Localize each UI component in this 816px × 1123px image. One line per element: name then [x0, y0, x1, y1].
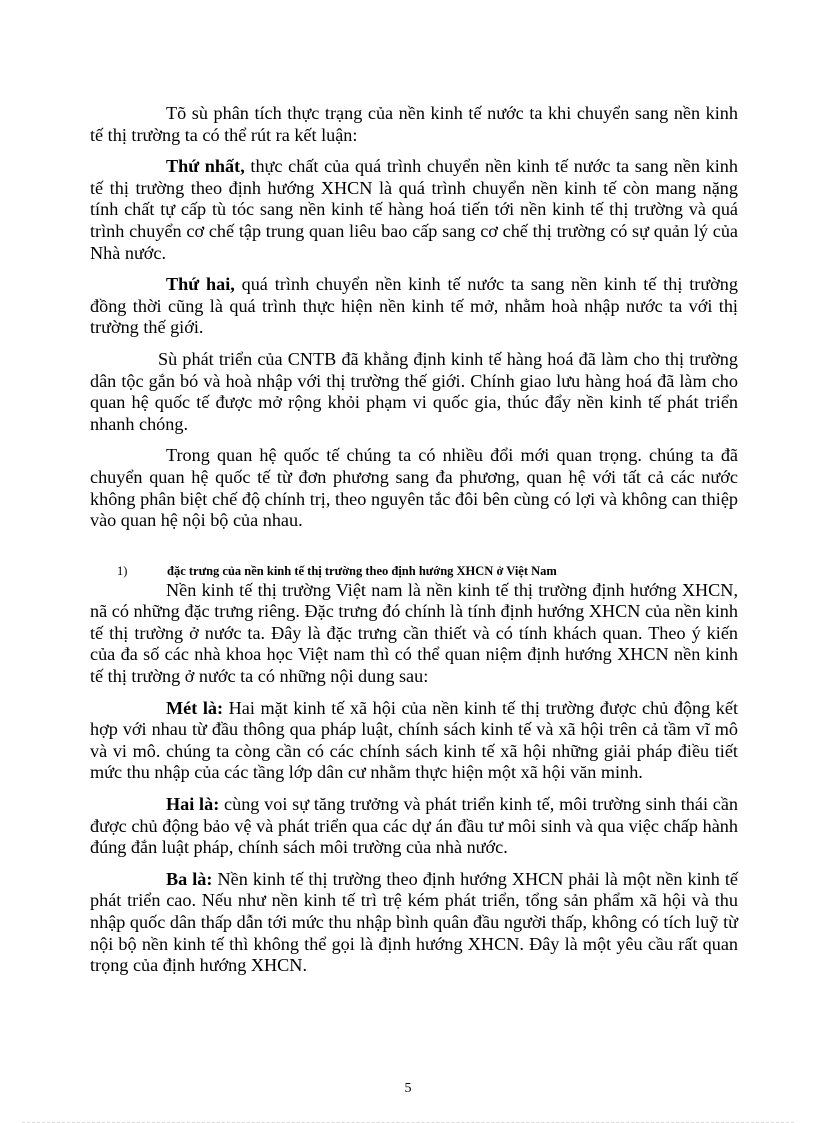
paragraph-text: thực chất của quá trình chuyển nền kinh tế nước ta sang nền kinh tế thị trường theo định hướng XHCN là quá trình chuyển nền kinh tế còn mang nặng tính chất tự cấp tù tóc sang nền kinh tế hàng hoá tiến tới nền kinh tế thị trường và quá trình chuyển cơ chế tập trung quan liêu bao cấp sang cơ chế thị trường có sự quản lý của Nhà nước. [90, 156, 738, 263]
document-page [90, 103, 738, 987]
paragraph-international-relations [90, 445, 738, 531]
paragraph-conclusion-intro [90, 103, 738, 146]
paragraph-text: Tõ sù phân tích thực trạng của nền kinh tế nước ta khi chuyển sang nền kinh tế thị trường ta có thể rút ra kết luận: [90, 103, 738, 145]
page-number: 5 [404, 1081, 412, 1096]
paragraph-cntb-development [90, 349, 738, 435]
paragraph-section-intro [90, 580, 738, 688]
paragraph-lead: Thứ nhất, [166, 156, 245, 177]
paragraph-point-two [90, 794, 738, 859]
paragraph-lead: Ba là: [166, 868, 213, 889]
paragraph-lead: Hai là: [166, 794, 220, 815]
paragraph-text: cùng voi sự tăng trưởng và phát triển kinh tế, môi trường sinh thái cần được chủ động bảo vệ và phát triển qua các dự án đầu tư môi sinh và qua việc chấp hành đúng đắn luật pháp, chính sách môi trường của nhà nước. [90, 794, 739, 858]
section-heading [117, 564, 765, 578]
paragraph-text: Nền kinh tế thị trường theo định hướng XHCN phải là một nền kinh tế phát triển cao. Nếu như nền kinh tế trì trệ kém phát triển, tổng sản phẩm xã hội và thu nhập quốc dân thấp dẫn tới mức thu nhập bình quân đầu người thấp, không có tích luỹ từ nội bộ nền kinh tế thì không thể gọi là định hướng XHCN. Đây là một yêu cầu rất quan trọng của định hướng XHCN. [90, 868, 739, 976]
section-heading-title: đặc trưng của nền kinh tế thị trường theo định hướng XHCN ở Việt Nam [167, 563, 557, 578]
paragraph-point-one [90, 698, 738, 784]
paragraph-lead: Thứ hai, [166, 274, 235, 295]
paragraph-text: Hai mặt kinh tế xã hội của nền kinh tế thị trường được chủ động kết hợp với nhau từ đầu thông qua pháp luật, chính sách kinh tế và xã hội trên cả tầm vĩ mô và vi mô. chúng ta còng cần có các chính sách kinh tế xã hội những giải pháp điều tiết mức thu nhập của các tầng lớp dân cư nhằm thực hiện một xã hội văn minh. [90, 697, 739, 783]
paragraph-first-point [90, 156, 738, 264]
paragraph-text: Trong quan hệ quốc tế chúng ta có nhiều đổi mới quan trọng. chúng ta đã chuyển quan hệ quốc tế từ đơn phương sang đa phương, quan hệ với tất cả các nước không phân biệt chế độ chính trị, theo nguyên tắc đôi bên cùng có lợi và không can thiệp vào quan hệ nội bộ của nhau. [90, 445, 738, 531]
paragraph-second-point [90, 274, 738, 339]
paragraph-text: Sù phát triển của CNTB đã khẳng định kinh tế hàng hoá đã làm cho thị trường dân tộc gắn bó và hoà nhập với thị trường thế giới. Chính giao lưu hàng hoá đã làm cho quan hệ quốc tế được mở rộng khỏi phạm vi quốc gia, thúc đẩy nền kinh tế phát triển nhanh chóng. [90, 348, 738, 434]
paragraph-text: quá trình chuyển nền kinh tế nước ta sang nền kinh tế thị trường đồng thời cũng là quá trình thực hiện nền kinh tế mở, nhằm hoà nhập nước ta với thị trường thế giới. [90, 274, 738, 338]
paragraph-text: Nền kinh tế thị trường Việt nam là nền kinh tế thị trường định hướng XHCN, nã có những đặc trưng riêng. Đặc trưng đó chính là tính định hướng XHCN của nền kinh tế thị trường ở nước ta. Đây là đặc trưng cần thiết và có tính khách quan. Theo ý kiến của đa số các nhà khoa học Việt nam thì có thể quan niệm định hướng XHCN nền kinh tế thị trường ở nước ta có những nội dung sau: [90, 579, 738, 687]
section-heading-number: 1) [117, 563, 128, 578]
paragraph-lead: Mét là: [166, 697, 224, 718]
paragraph-point-three [90, 869, 738, 977]
